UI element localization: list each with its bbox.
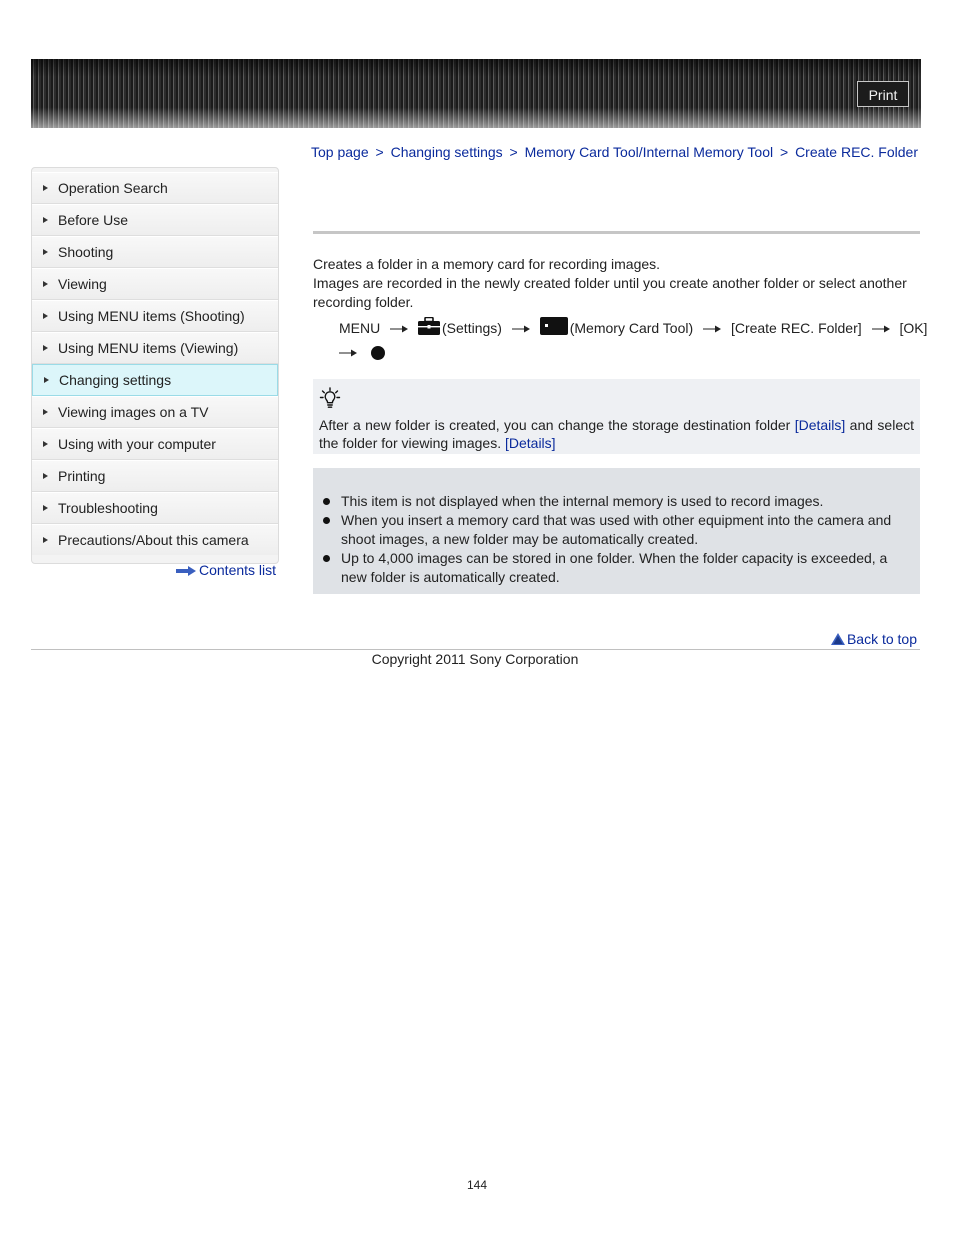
sidebar-item-label: Using MENU items (Viewing) bbox=[58, 340, 239, 356]
contents-list-link-wrap bbox=[176, 562, 276, 578]
header-banner bbox=[31, 59, 921, 128]
sidebar-item-label: Viewing bbox=[58, 276, 107, 292]
hint-box bbox=[313, 379, 920, 454]
hint-text bbox=[319, 416, 914, 452]
arrow-right-icon bbox=[43, 505, 48, 511]
sidebar-item-viewing[interactable] bbox=[32, 268, 278, 300]
sidebar-item-viewing-tv[interactable] bbox=[32, 396, 278, 428]
sidebar-item-before-use[interactable] bbox=[32, 204, 278, 236]
sidebar-item-changing-settings[interactable] bbox=[32, 364, 278, 396]
sidebar-item-label: Troubleshooting bbox=[58, 500, 158, 516]
notes-box bbox=[313, 468, 920, 594]
arrow-right-icon bbox=[44, 377, 49, 383]
step-arrow-icon bbox=[512, 325, 530, 333]
contents-list-link[interactable]: Contents list bbox=[199, 562, 277, 578]
sidebar-item-troubleshooting[interactable] bbox=[32, 492, 278, 524]
sidebar-item-label: Changing settings bbox=[59, 372, 172, 388]
sidebar-item-label: Printing bbox=[58, 468, 106, 484]
breadcrumb-create-rec-folder[interactable]: Create REC. Folder bbox=[795, 144, 918, 160]
sidebar-item-label: Before Use bbox=[58, 212, 129, 228]
arrow-right-icon bbox=[43, 249, 48, 255]
back-to-top-wrap bbox=[831, 631, 917, 647]
arrow-right-icon bbox=[43, 441, 48, 447]
memory-card-tool-icon bbox=[540, 317, 568, 335]
sidebar-item-label: Viewing images on a TV bbox=[58, 404, 209, 420]
list-item: Up to 4,000 images can be stored in one folder. When the folder capacity is exceeded, a new folder is automatically created. bbox=[323, 549, 902, 587]
step-memory-card-tool: (Memory Card Tool) bbox=[569, 320, 694, 336]
breadcrumb-memory-card-tool[interactable]: Memory Card Tool/Internal Memory Tool bbox=[524, 144, 774, 160]
title-divider bbox=[313, 231, 920, 234]
hint-text-part-2: and select the folder for viewing images. bbox=[319, 417, 914, 451]
lightbulb-icon bbox=[319, 387, 341, 409]
triangle-up-icon bbox=[831, 633, 845, 645]
details-link-storage[interactable]: [Details] bbox=[794, 417, 846, 433]
sidebar-item-label: Operation Search bbox=[58, 180, 168, 196]
arrow-right-icon bbox=[43, 217, 48, 223]
copyright-text: Copyright 2011 Sony Corporation bbox=[371, 651, 579, 667]
arrow-right-icon bbox=[43, 313, 48, 319]
footer-divider bbox=[31, 649, 920, 650]
breadcrumb-separator: > bbox=[375, 144, 384, 160]
arrow-right-icon bbox=[176, 566, 196, 576]
step-ok: [OK] bbox=[899, 320, 928, 336]
breadcrumb-separator: > bbox=[779, 144, 789, 160]
list-item: This item is not displayed when the internal memory is used to record images. bbox=[323, 492, 902, 511]
breadcrumb bbox=[311, 144, 918, 160]
breadcrumb-separator: > bbox=[509, 144, 518, 160]
intro-line-1: Creates a folder in a memory card for recording images. bbox=[313, 256, 661, 272]
sidebar-item-menu-shooting[interactable] bbox=[32, 300, 278, 332]
list-item: When you insert a memory card that was used with other equipment into the camera and shoot images, a new folder may be automatically created. bbox=[323, 511, 902, 549]
breadcrumb-changing-settings[interactable]: Changing settings bbox=[390, 144, 503, 160]
sidebar-nav bbox=[31, 167, 279, 564]
arrow-right-icon bbox=[43, 345, 48, 351]
breadcrumb-top-page[interactable]: Top page bbox=[311, 144, 369, 160]
sidebar-item-label: Precautions/About this camera bbox=[58, 532, 249, 548]
back-to-top-link[interactable]: Back to top bbox=[846, 631, 917, 647]
settings-toolbox-icon bbox=[418, 317, 440, 335]
print-button[interactable]: Print bbox=[857, 81, 909, 107]
arrow-right-icon bbox=[43, 537, 48, 543]
sidebar-item-operation-search[interactable] bbox=[32, 172, 278, 204]
intro-line-2: Images are recorded in the newly created folder until you create another folder or select another recording folder. bbox=[313, 275, 907, 310]
step-arrow-icon bbox=[703, 325, 721, 333]
arrow-right-icon bbox=[43, 185, 48, 191]
arrow-right-icon bbox=[43, 409, 48, 415]
notes-list bbox=[323, 492, 902, 587]
step-arrow-icon bbox=[872, 325, 890, 333]
sidebar-item-label: Using with your computer bbox=[58, 436, 216, 452]
page-number: 144 bbox=[466, 1178, 488, 1192]
sidebar-item-menu-viewing[interactable] bbox=[32, 332, 278, 364]
intro-text bbox=[313, 255, 920, 312]
sidebar-item-precautions[interactable] bbox=[32, 524, 278, 555]
hint-text-part-1: After a new folder is created, you can change the storage destination folder bbox=[319, 417, 795, 433]
step-menu: MENU bbox=[339, 320, 381, 336]
arrow-right-icon bbox=[43, 473, 48, 479]
sidebar-item-shooting[interactable] bbox=[32, 236, 278, 268]
step-arrow-icon bbox=[390, 325, 408, 333]
sidebar-item-label: Shooting bbox=[58, 244, 114, 260]
step-create-rec-folder: [Create REC. Folder] bbox=[730, 320, 862, 336]
arrow-right-icon bbox=[43, 281, 48, 287]
details-link-viewing[interactable]: [Details] bbox=[504, 435, 556, 451]
center-button-icon bbox=[371, 346, 385, 360]
step-arrow-icon bbox=[339, 349, 357, 357]
sidebar-item-printing[interactable] bbox=[32, 460, 278, 492]
sidebar-item-label: Using MENU items (Shooting) bbox=[58, 308, 245, 324]
step-settings: (Settings) bbox=[442, 320, 502, 336]
sidebar-item-computer[interactable] bbox=[32, 428, 278, 460]
operation-steps bbox=[339, 316, 928, 364]
